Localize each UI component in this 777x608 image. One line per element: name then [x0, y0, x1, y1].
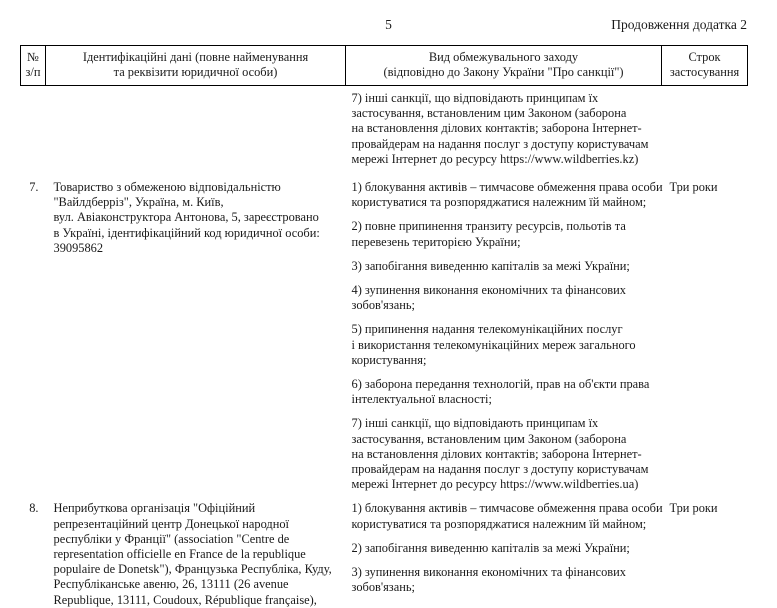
measure-line: зобов'язань; — [351, 298, 415, 313]
measure-line: інтелектуальної власності; — [351, 392, 492, 407]
measure-line: застосування, встановленим цим Законом (заборона — [351, 431, 627, 446]
row-term-cell-continued — [662, 86, 748, 168]
measure-line: 5) припинення надання телекомунікаційних послуг — [351, 322, 623, 337]
column-header-measure-line1: Вид обмежувального заходу — [428, 50, 579, 64]
measure-paragraph — [352, 283, 654, 313]
measure-line: 2) повне припинення транзиту ресурсів, польотів та — [351, 219, 626, 234]
column-header-number-line1: № — [27, 50, 39, 64]
identification-line: representation officielle en France de la republique — [53, 547, 306, 562]
measure-paragraph — [351, 180, 663, 210]
measure-paragraph — [352, 259, 654, 274]
row-measure-cell-continued — [346, 86, 662, 168]
measure-line: 4) зупинення виконання економічних та фінансових — [351, 283, 626, 298]
identification-line: репрезентаційний центр Донецької народної — [53, 516, 290, 531]
row-identification-cell-continued — [46, 86, 346, 168]
measure-line: 6) заборона передання технологій, прав на об'єкти права — [351, 377, 650, 392]
table-header — [21, 46, 748, 86]
row-number-cell-continued — [21, 86, 46, 168]
identification-line: вул. Авіаконструктора Антонова, 5, зареєстровано — [53, 210, 319, 225]
measure-paragraph — [352, 91, 654, 167]
running-head — [0, 16, 777, 38]
column-header-measure-line2: (відповідно до Закону України "Про санкції") — [383, 65, 624, 79]
identification-line: в Україні, ідентифікаційний код юридичної особи: — [53, 225, 320, 240]
measure-paragraph — [352, 565, 654, 595]
identification-line: 39095862 — [53, 240, 104, 255]
page-number: 5 — [385, 17, 392, 32]
identification-line: populaire de Donetsk"), Французька Республіка, Куду, — [53, 562, 332, 577]
identification-line: Республіканське авеню, 26, 13111 (26 avenue — [53, 577, 289, 592]
measure-line: 3) запобігання виведенню капіталів за межі України; — [351, 258, 630, 273]
measure-line: перевезень територією України; — [351, 234, 521, 249]
measure-line: застосування, встановленим цим Законом (заборона — [351, 106, 627, 121]
row-measure-cell — [346, 167, 662, 492]
measure-line: користування; — [351, 352, 427, 367]
identification-block — [54, 180, 340, 256]
column-header-number-line2: з/п — [25, 65, 41, 79]
measure-line: 1) блокування активів – тимчасове обмеження права особи — [351, 501, 663, 516]
measure-line: користуватися та розпоряджатися належним їй майном; — [351, 516, 647, 531]
measure-line: зобов'язань; — [351, 580, 415, 595]
sanctions-table — [20, 45, 748, 608]
row-term-cell: Три роки — [669, 501, 718, 516]
identification-line: Неприбуткова організація "Офіційний — [53, 501, 256, 516]
table-header-row — [21, 46, 748, 86]
measure-line: 2) запобігання виведенню капіталів за межі України; — [351, 540, 630, 555]
table-body — [21, 86, 748, 608]
column-header-identification — [46, 46, 346, 86]
annex-continuation-label: Продовження додатка 2 — [611, 17, 747, 32]
column-header-term-line1: Строк — [688, 50, 721, 64]
measure-line: провайдерам на надання послуг з доступу користувачам — [351, 462, 649, 477]
measure-paragraph — [351, 501, 663, 531]
table-row — [21, 167, 748, 492]
measure-paragraph — [352, 541, 654, 556]
identification-block — [54, 501, 340, 607]
measure-line: 3) зупинення виконання економічних та фінансових — [351, 565, 626, 580]
column-header-measure — [346, 46, 662, 86]
measure-line: користуватися та розпоряджатися належним їй майном; — [351, 195, 647, 210]
row-number-cell: 8. — [29, 501, 39, 516]
measure-paragraph — [352, 416, 654, 492]
identification-line: Товариство з обмеженою відповідальністю — [53, 180, 281, 195]
row-measure-cell — [346, 492, 662, 607]
row-identification-cell — [46, 167, 346, 492]
column-header-term — [662, 46, 748, 86]
column-header-term-line2: застосування — [669, 65, 740, 79]
measure-line: 1) блокування активів – тимчасове обмеження права особи — [351, 180, 663, 195]
row-term-cell: Три роки — [669, 180, 718, 195]
identification-line: "Вайлдберріз", Україна, м. Київ, — [53, 195, 224, 210]
measure-paragraph — [352, 377, 654, 407]
measure-line: на встановлення ділових контактів; заборона Інтернет- — [351, 121, 642, 136]
measure-line: 7) інші санкції, що відповідають принципам їх — [351, 416, 599, 431]
measure-line: мережі Інтернет до ресурсу https://www.wildberries.kz) — [351, 151, 639, 166]
row-number-cell: 7. — [29, 180, 39, 195]
measure-paragraph — [352, 322, 654, 368]
table-row — [21, 492, 748, 607]
measure-line: 7) інші санкції, що відповідають принципам їх — [351, 91, 599, 105]
column-header-number — [21, 46, 46, 86]
measure-line: провайдерам на надання послуг з доступу користувачам — [351, 136, 649, 151]
measure-line: і використання телекомунікаційних мереж загального — [351, 337, 636, 352]
measure-paragraph — [352, 219, 654, 249]
column-header-identification-line2: та реквізити юридичної особи) — [113, 65, 278, 79]
row-identification-cell — [46, 492, 346, 607]
table-row-continued — [21, 86, 748, 168]
measure-line: мережі Інтернет до ресурсу https://www.wildberries.ua) — [351, 477, 639, 492]
measure-line: на встановлення ділових контактів; заборона Інтернет- — [351, 446, 642, 461]
column-header-identification-line1: Ідентифікаційні дані (повне найменування — [82, 50, 309, 64]
identification-line: республіки у Франції" (association "Centre de — [53, 531, 290, 546]
identification-line: Republique, 13111, Coudoux, République française), — [53, 592, 317, 607]
